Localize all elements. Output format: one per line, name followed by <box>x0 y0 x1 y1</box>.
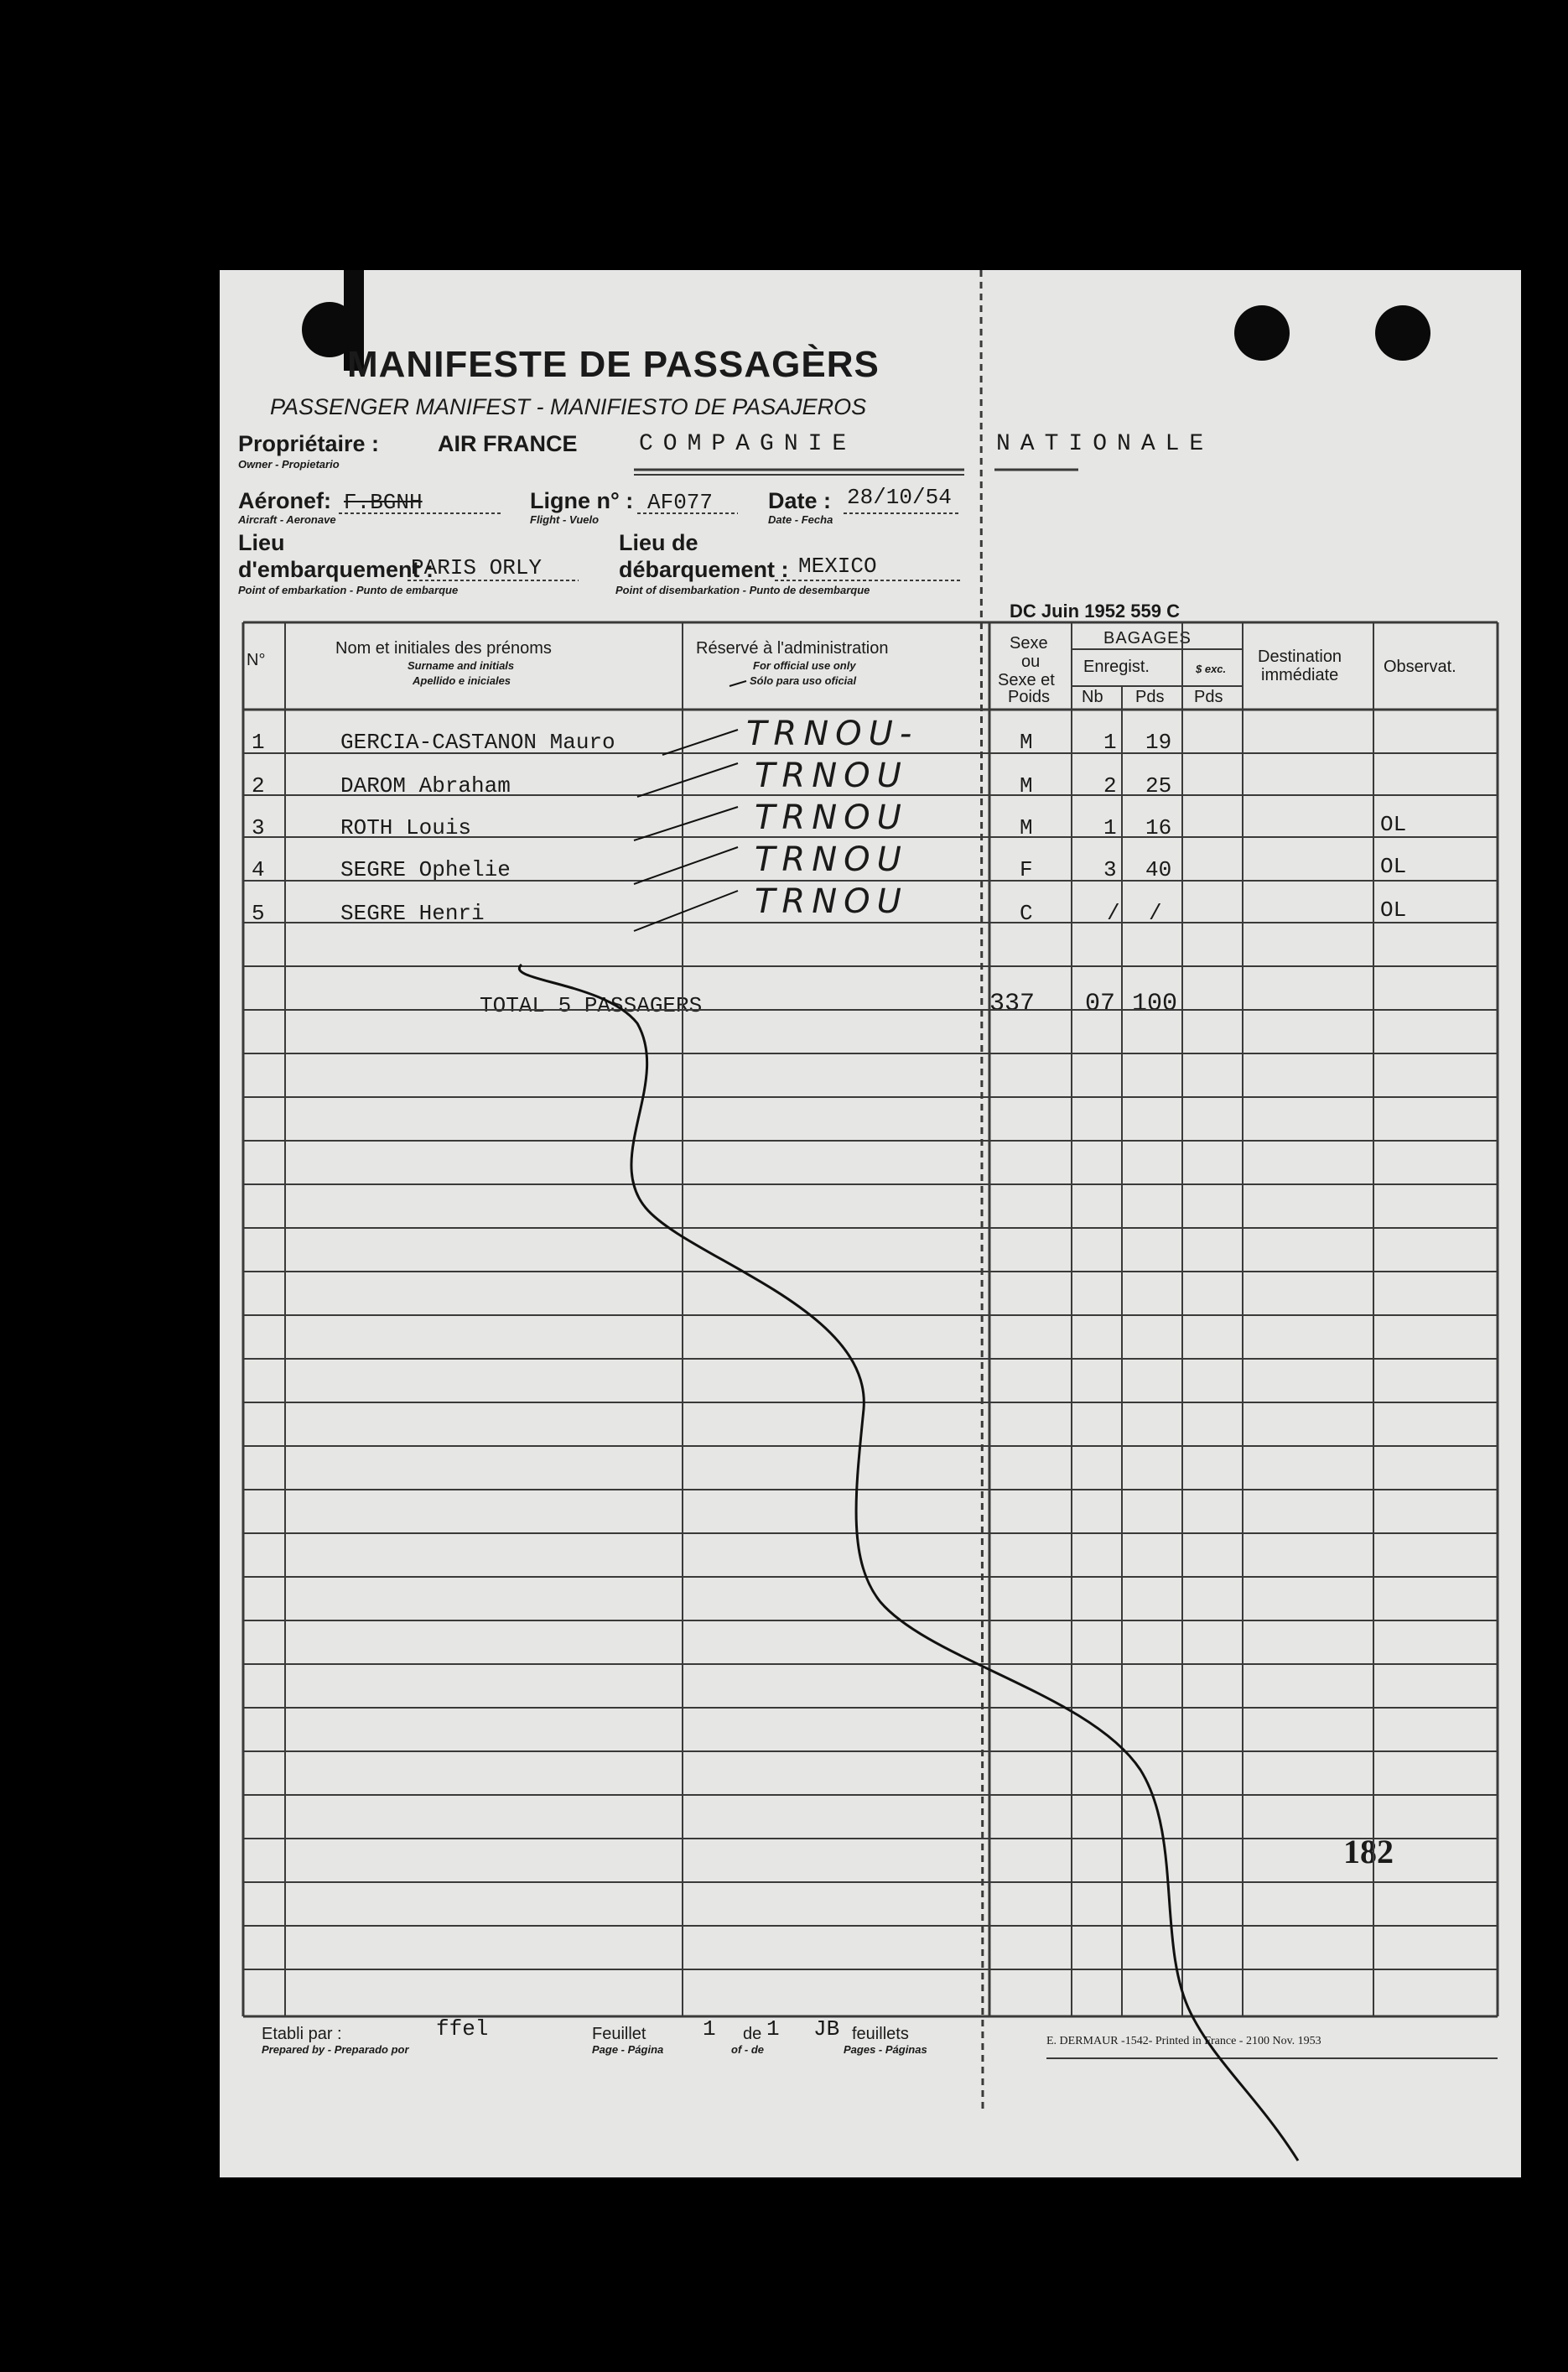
prepared-by-label: Etabli par : <box>262 2025 342 2043</box>
col-header-name: Nom et initiales des prénoms <box>335 639 552 658</box>
total-passengers: TOTAL 5 PASSAGERS <box>480 993 703 1018</box>
owner-label: Propriétaire : <box>238 431 380 456</box>
owner-sublabel: Owner - Propietario <box>238 458 340 471</box>
disembarkation-label-line2: débarquement : <box>619 557 789 582</box>
passenger-sex: M <box>1020 730 1033 755</box>
col-header-destination-2: immédiate <box>1261 666 1339 684</box>
printer-imprint: E. DERMAUR -1542- Printed in France - 2100 Nov. 1953 <box>1046 2035 1321 2047</box>
baggage-count: 2 <box>1103 773 1117 798</box>
embarkation-label-line1: Lieu <box>238 530 285 555</box>
prepared-by-sublabel: Prepared by - Preparado por <box>262 2043 409 2056</box>
passenger-sex: M <box>1020 815 1033 840</box>
total-baggage-count: 07 <box>1085 990 1116 1018</box>
flight-value: AF077 <box>647 490 714 515</box>
baggage-weight: 19 <box>1145 730 1172 755</box>
observation: OL <box>1380 854 1407 879</box>
passenger-no: 3 <box>252 815 265 840</box>
observation: OL <box>1380 812 1407 837</box>
baggage-weight: 40 <box>1145 857 1172 882</box>
disembarkation-label-line1: Lieu de <box>619 530 698 555</box>
baggage-weight: 16 <box>1145 815 1172 840</box>
passenger-name: GERCIA-CASTANON Mauro <box>340 730 615 755</box>
passenger-no: 4 <box>252 857 265 882</box>
baggage-weight: 25 <box>1145 773 1172 798</box>
of-sublabel: of - de <box>731 2043 764 2056</box>
col-header-baggage: BAGAGES <box>1103 629 1192 648</box>
embarkation-value: PARIS ORLY <box>411 555 543 580</box>
disembarkation-value: MEXICO <box>798 554 877 579</box>
passenger-no: 2 <box>252 773 265 798</box>
baggage-count: 1 <box>1103 730 1117 755</box>
col-header-sex-1: Sexe <box>1010 634 1048 653</box>
form-title: MANIFESTE DE PASSAGÈRS <box>347 344 880 385</box>
passenger-name: SEGRE Ophelie <box>340 857 511 882</box>
admin-code: TRNOU <box>755 757 908 795</box>
passenger-sex: M <box>1020 773 1033 798</box>
aircraft-label: Aéronef: <box>238 488 332 513</box>
flight-label: Ligne n° : <box>530 488 634 513</box>
total-baggage-weight: 100 <box>1132 990 1178 1018</box>
baggage-weight: / <box>1149 901 1162 926</box>
passenger-name: SEGRE Henri <box>340 901 485 926</box>
of-value: 1 <box>766 2016 780 2042</box>
col-header-admin: Réservé à l'administration <box>696 639 889 658</box>
passenger-no: 5 <box>252 901 265 926</box>
form-stamp-number: DC Juin 1952 559 C <box>1010 601 1180 622</box>
prepared-by-value: ffel <box>436 2016 489 2042</box>
baggage-count: 1 <box>1103 815 1117 840</box>
col-header-admin-en: For official use only <box>753 659 856 672</box>
owner-printed-value: AIR FRANCE <box>438 431 578 456</box>
col-header-observations: Observat. <box>1384 658 1456 676</box>
aircraft-value: F.BGNH <box>344 490 423 515</box>
admin-code: TRNOU <box>755 840 908 879</box>
col-header-no: N° <box>247 651 266 669</box>
flight-sublabel: Flight - Vuelo <box>530 513 600 526</box>
passenger-sex: F <box>1020 857 1033 882</box>
col-header-pds: Pds <box>1135 688 1165 706</box>
col-header-name-es: Apellido e iniciales <box>413 674 511 687</box>
disembarkation-sublabel: Point of disembarkation - Punto de desembarque <box>615 584 870 596</box>
col-header-sex-4: Poids <box>1008 688 1051 706</box>
admin-code: TRNOU- <box>746 715 919 753</box>
col-header-sex-2: ou <box>1021 653 1041 671</box>
observation: OL <box>1380 897 1407 923</box>
admin-code: TRNOU <box>755 798 908 837</box>
col-header-admin-es: Sólo para uso oficial <box>750 674 857 687</box>
passenger-name: DAROM Abraham <box>340 773 511 798</box>
aircraft-sublabel: Aircraft - Aeronave <box>238 513 336 526</box>
date-sublabel: Date - Fecha <box>768 513 833 526</box>
col-header-excess: $ exc. <box>1196 663 1227 675</box>
sheets-label: feuillets <box>852 2025 909 2043</box>
sheet-label: Feuillet <box>592 2025 646 2043</box>
col-header-destination: Destination <box>1258 648 1342 666</box>
passenger-name: ROTH Louis <box>340 815 472 840</box>
passenger-sex: C <box>1020 901 1033 926</box>
owner-typed-national: NATIONALE <box>996 431 1214 457</box>
passenger-no: 1 <box>252 730 265 755</box>
col-header-name-en: Surname and initials <box>408 659 515 672</box>
col-header-sex-3: Sexe et <box>998 671 1055 689</box>
admin-code: TRNOU <box>755 882 908 921</box>
col-header-registered: Enregist. <box>1083 658 1150 676</box>
sheet-number: 1 <box>703 2016 716 2042</box>
sheet-sublabel: Page - Página <box>592 2043 664 2056</box>
baggage-count: 3 <box>1103 857 1117 882</box>
col-header-pds-excess: Pds <box>1194 688 1223 706</box>
date-label: Date : <box>768 488 832 513</box>
owner-typed-company: COMPAGNIE <box>639 431 857 457</box>
sheets-value: JB <box>813 2016 840 2042</box>
total-weight: 337 <box>989 990 1036 1018</box>
page-stamp-number: 182 <box>1343 1833 1394 1870</box>
col-header-nb: Nb <box>1082 688 1103 706</box>
of-label: de <box>743 2025 762 2043</box>
form-subtitle: PASSENGER MANIFEST - MANIFIESTO DE PASAJEROS <box>270 394 867 419</box>
date-value: 28/10/54 <box>847 485 952 510</box>
sheets-sublabel: Pages - Páginas <box>844 2043 927 2056</box>
baggage-count: / <box>1107 901 1120 926</box>
embarkation-sublabel: Point of embarkation - Punto de embarque <box>238 584 459 596</box>
embarkation-label-line2: d'embarquement : <box>238 557 434 582</box>
